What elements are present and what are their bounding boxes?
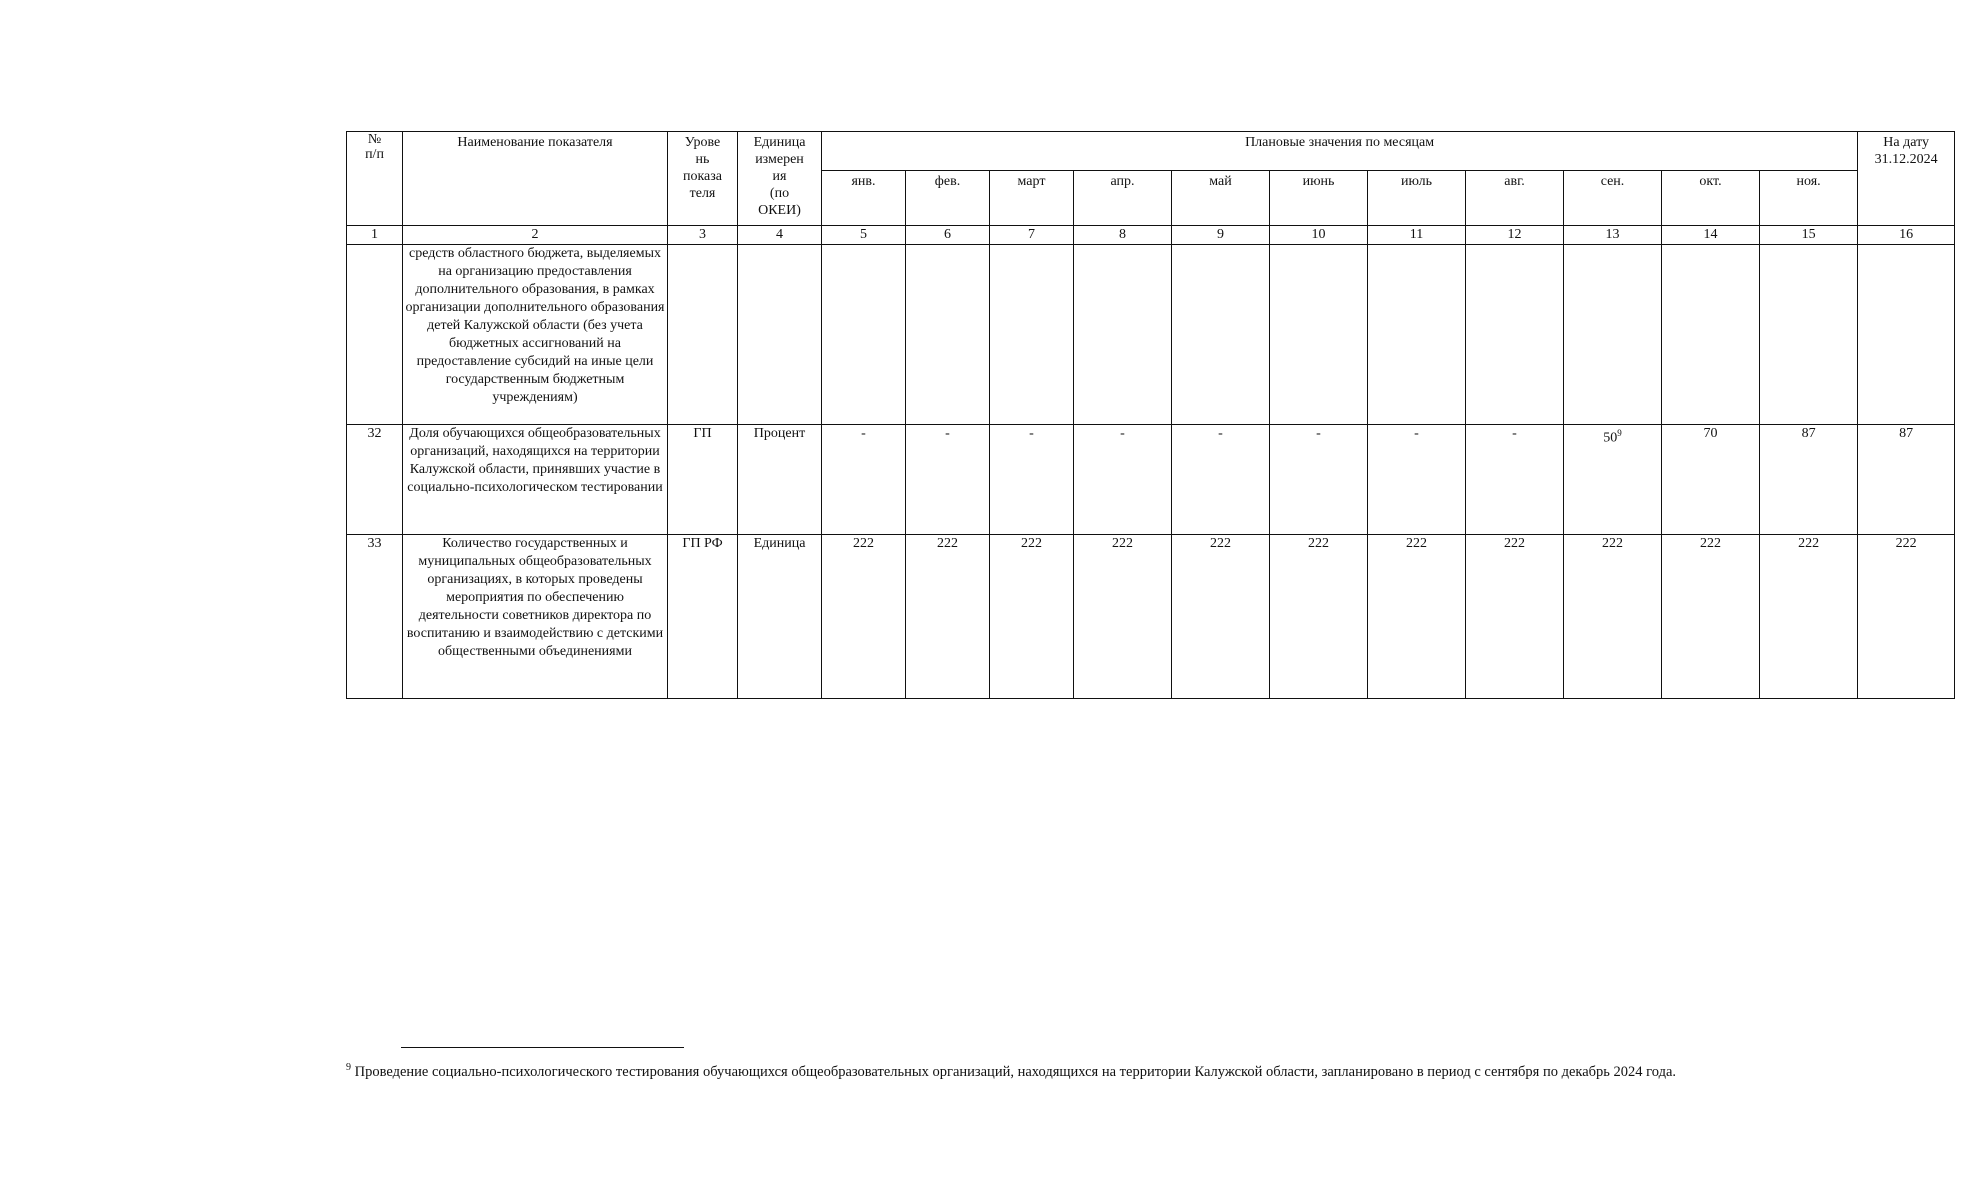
- row-value: [1858, 245, 1955, 425]
- row-value: 50: [1603, 430, 1618, 446]
- row-unit: Единица: [738, 535, 822, 699]
- col-number: 9: [1172, 226, 1270, 245]
- header-month: фев.: [906, 171, 990, 226]
- row-value: 70: [1662, 425, 1760, 535]
- row-num: [347, 245, 403, 425]
- row-name: Количество государственных и муниципальных общеобразовательных организациях, в которых проведены мероприятия по обеспечению деятельности советников директора по воспитанию и взаимодействию с детскими общественными объединениями: [403, 535, 668, 699]
- col-number: 14: [1662, 226, 1760, 245]
- row-value: [1270, 245, 1368, 425]
- row-value: 222: [906, 535, 990, 699]
- row-value: [906, 245, 990, 425]
- header-unit: Единица измерен ия (по ОКЕИ): [738, 132, 822, 226]
- row-value: -: [1368, 425, 1466, 535]
- row-value: [1466, 245, 1564, 425]
- col-number: 7: [990, 226, 1074, 245]
- table-row: [347, 425, 1955, 535]
- row-value: 222: [1368, 535, 1466, 699]
- row-value: 87: [1760, 425, 1858, 535]
- row-value: [1662, 245, 1760, 425]
- header-month: май: [1172, 171, 1270, 226]
- footnote: [346, 1062, 1676, 1081]
- col-number: 10: [1270, 226, 1368, 245]
- col-number: 8: [1074, 226, 1172, 245]
- col-number: 13: [1564, 226, 1662, 245]
- row-value: 222: [1760, 535, 1858, 699]
- row-unit: [738, 245, 822, 425]
- row-value: 222: [822, 535, 906, 699]
- row-value: -: [906, 425, 990, 535]
- footnote-ref: 9: [1617, 428, 1622, 438]
- row-value: [1172, 245, 1270, 425]
- row-value: -: [1466, 425, 1564, 535]
- header-date: На дату 31.12.2024: [1858, 132, 1955, 226]
- row-num: 32: [347, 425, 403, 535]
- row-value: -: [990, 425, 1074, 535]
- row-level: ГП: [668, 425, 738, 535]
- col-number: 11: [1368, 226, 1466, 245]
- col-number: 16: [1858, 226, 1955, 245]
- column-numbers-row: [347, 226, 1955, 245]
- header-num: № п/п: [347, 132, 403, 226]
- row-value: -: [1270, 425, 1368, 535]
- row-value: 222: [1858, 535, 1955, 699]
- col-number: 3: [668, 226, 738, 245]
- header-month: сен.: [1564, 171, 1662, 226]
- row-value: 222: [1172, 535, 1270, 699]
- header-row-1: [347, 132, 1955, 171]
- header-month: авг.: [1466, 171, 1564, 226]
- header-month: июнь: [1270, 171, 1368, 226]
- col-number: 12: [1466, 226, 1564, 245]
- row-name: Доля обучающихся общеобразовательных организаций, находящихся на территории Калужской области, принявших участие в социально-психологическом тестировании: [403, 425, 668, 535]
- row-value: [990, 245, 1074, 425]
- row-value: [1074, 245, 1172, 425]
- col-number: 15: [1760, 226, 1858, 245]
- row-value: [1564, 245, 1662, 425]
- table-row: [347, 535, 1955, 699]
- row-value: -: [1172, 425, 1270, 535]
- col-number: 1: [347, 226, 403, 245]
- row-unit: Процент: [738, 425, 822, 535]
- row-value: [1368, 245, 1466, 425]
- row-level: ГП РФ: [668, 535, 738, 699]
- header-month: янв.: [822, 171, 906, 226]
- row-value: -: [822, 425, 906, 535]
- row-value: 222: [1466, 535, 1564, 699]
- col-number: 5: [822, 226, 906, 245]
- row-value: 222: [1662, 535, 1760, 699]
- row-value: 222: [1564, 535, 1662, 699]
- col-number: 2: [403, 226, 668, 245]
- row-value: 222: [1074, 535, 1172, 699]
- header-month: март: [990, 171, 1074, 226]
- header-month: окт.: [1662, 171, 1760, 226]
- row-value: 87: [1858, 425, 1955, 535]
- footnote-divider: [401, 1047, 684, 1048]
- col-number: 6: [906, 226, 990, 245]
- row-value: -: [1074, 425, 1172, 535]
- row-value: 222: [990, 535, 1074, 699]
- header-month: апр.: [1074, 171, 1172, 226]
- header-plan: Плановые значения по месяцам: [822, 132, 1858, 171]
- row-num: 33: [347, 535, 403, 699]
- table-row: [347, 245, 1955, 425]
- row-value: [1760, 245, 1858, 425]
- row-value-with-footnote: [1564, 425, 1662, 535]
- header-month: ноя.: [1760, 171, 1858, 226]
- footnote-text: Проведение социально-психологического тестирования обучающихся общеобразовательных организаций, находящихся на территории Калужской области, запланировано в период с сентября по декабрь 2024 года.: [354, 1063, 1677, 1080]
- header-month: июль: [1368, 171, 1466, 226]
- footnote-mark: 9: [346, 1062, 351, 1073]
- row-name: средств областного бюджета, выделяемых на организацию предоставления дополнительного образования, в рамках организации дополнительного образования детей Калужской области (без учета бюджетных ассигнований на предоставление субсидий на иные цели государственным бюджетным учреждениям): [403, 245, 668, 425]
- header-name: Наименование показателя: [403, 132, 668, 226]
- row-level: [668, 245, 738, 425]
- header-level: Урове нь показа теля: [668, 132, 738, 226]
- row-value: [822, 245, 906, 425]
- col-number: 4: [738, 226, 822, 245]
- row-value: 222: [1270, 535, 1368, 699]
- plan-table: [346, 131, 1955, 699]
